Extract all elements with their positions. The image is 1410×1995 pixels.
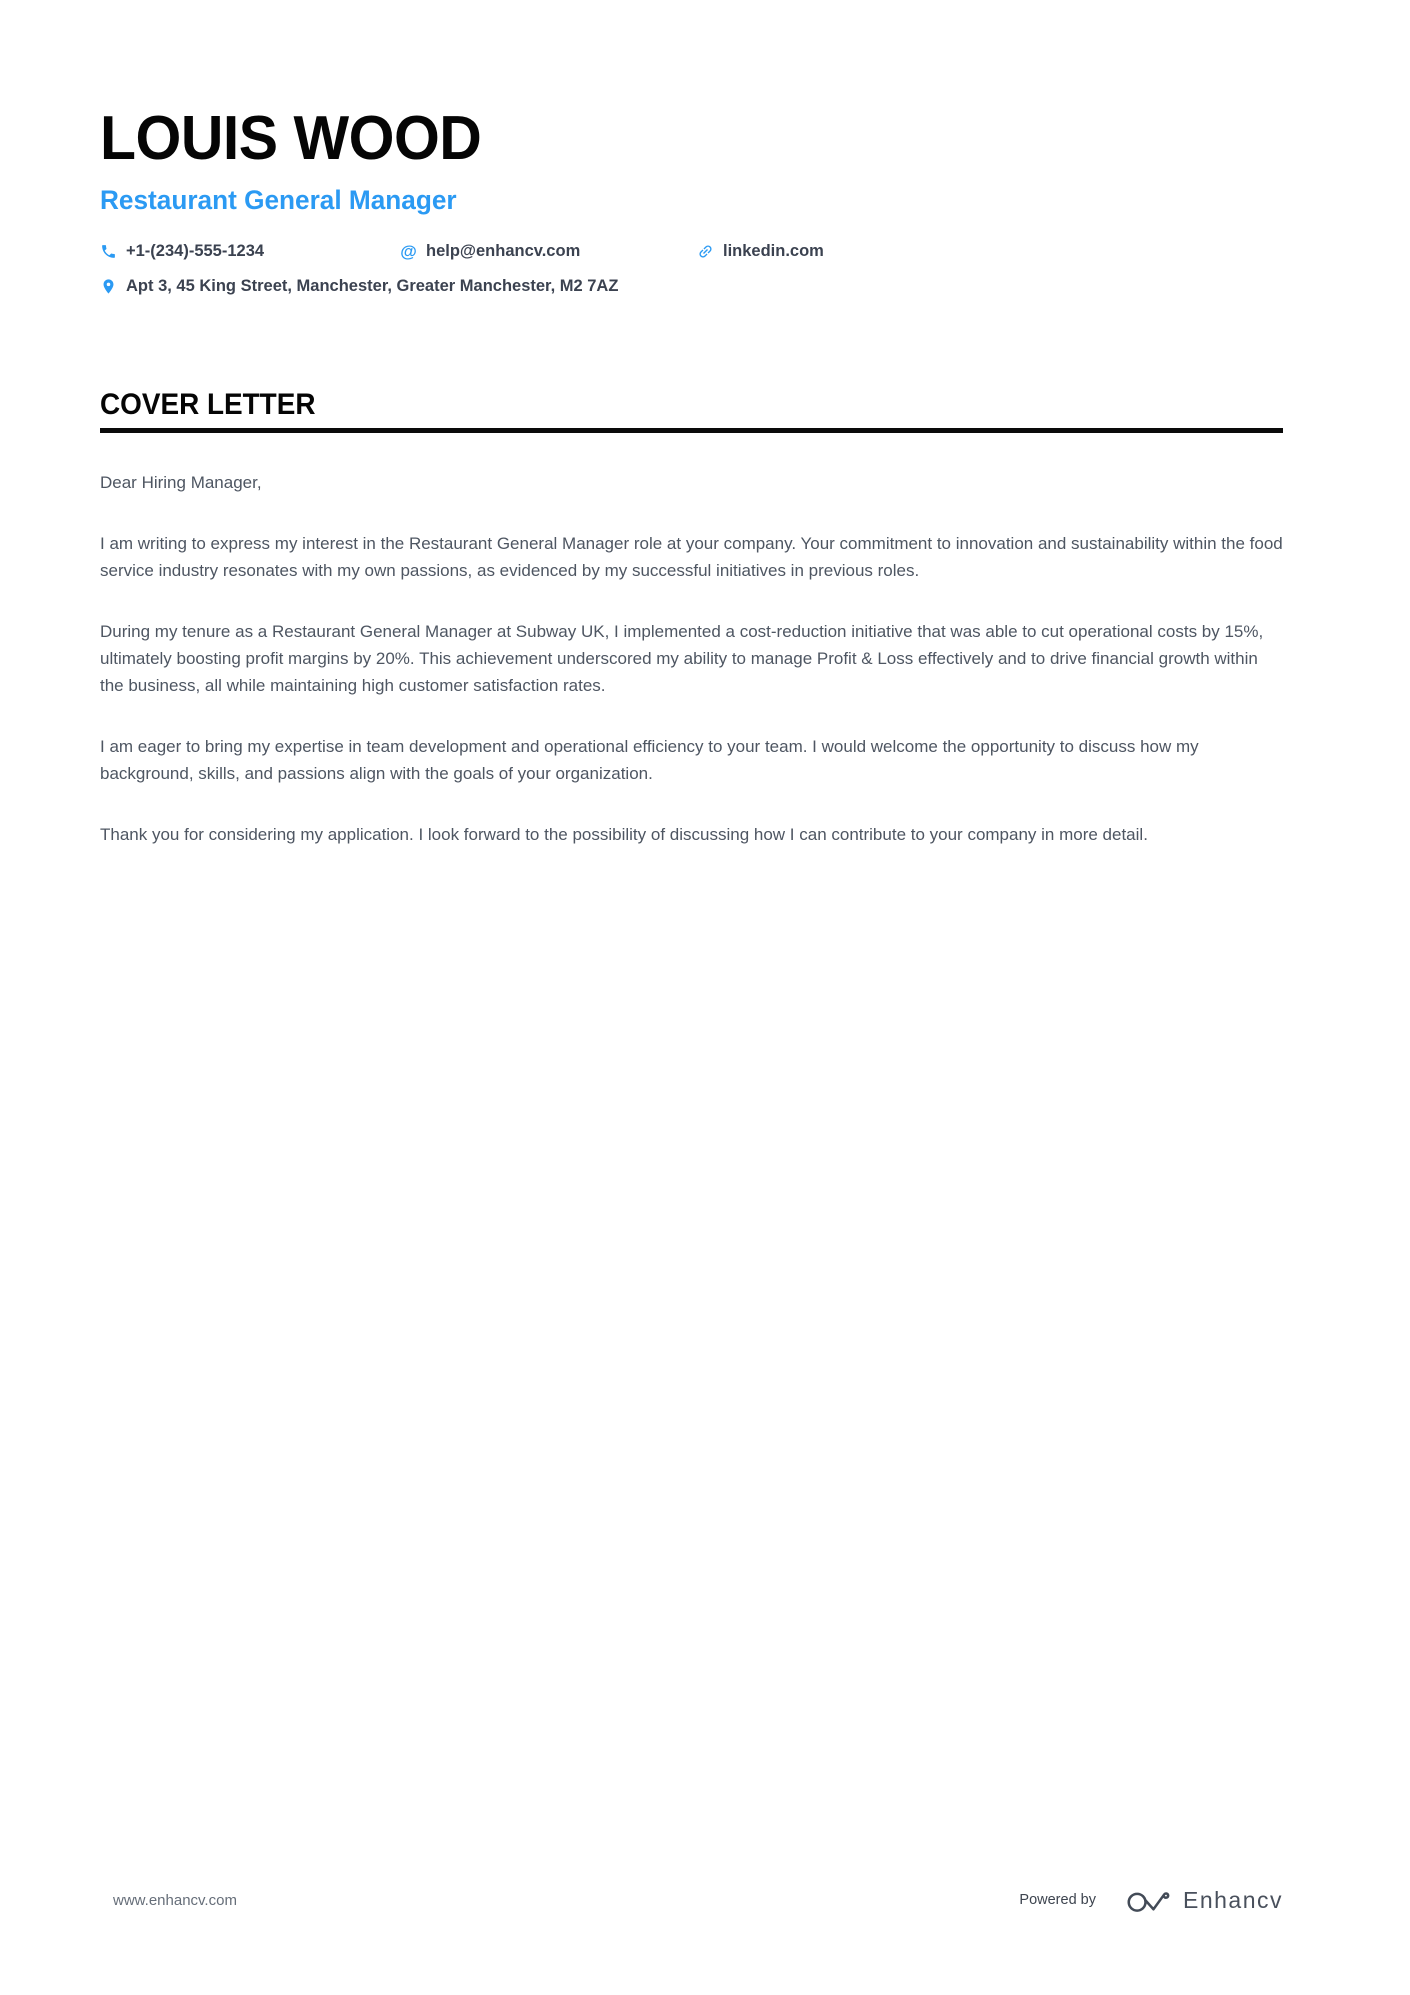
contact-item-address xyxy=(100,277,618,296)
powered-by xyxy=(1019,1884,1283,1916)
letter-paragraph: I am eager to bring my expertise in team development and operational efficiency to your team. I would welcome the opportunity to discuss how my background, skills, and passions align with the goals of your organization. xyxy=(100,737,1199,784)
job-title: Restaurant General Manager xyxy=(100,185,457,215)
at-icon: @ xyxy=(400,241,417,261)
contact-item-linkedin[interactable] xyxy=(697,242,824,261)
linkedin-url: linkedin.com xyxy=(723,241,824,260)
location-icon xyxy=(100,278,117,295)
link-icon xyxy=(697,243,714,260)
website-link[interactable]: www.enhancv.com xyxy=(113,1891,237,1909)
enhancv-wordmark[interactable]: Enhancv xyxy=(1182,1886,1283,1913)
contact-item-phone[interactable] xyxy=(100,242,400,261)
page-content xyxy=(100,0,1283,882)
letter-paragraph: I am writing to express my interest in the Restaurant General Manager role at your company. Your commitment to innovation and sustainability within the food service industry resonates with my own passions, as evidenced by my successful initiatives in previous roles. xyxy=(100,534,1283,581)
letter-paragraph: Thank you for considering my application. I look forward to the possibility of discussing how I can contribute to your company in more detail. xyxy=(100,825,1148,845)
phone-icon xyxy=(100,243,117,260)
letter-paragraph: During my tenure as a Restaurant General Manager at Subway UK, I implemented a cost-reduction initiative that was able to cut operational costs by 15%, ultimately boosting profit margins by 20%. This achievement underscored my ability to manage Profit & Loss effectively and to drive financial growth within the business, all while maintaining high customer satisfaction rates. xyxy=(100,622,1264,696)
section-heading-underline xyxy=(100,388,1283,434)
letter-body xyxy=(100,469,1283,848)
candidate-name: LOUIS WOOD xyxy=(100,104,482,173)
email-address: help@enhancv.com xyxy=(426,241,581,260)
header xyxy=(100,104,1283,296)
address-text: Apt 3, 45 King Street, Manchester, Greater Manchester, M2 7AZ xyxy=(126,276,619,295)
contact-row xyxy=(100,242,1283,261)
address-row xyxy=(100,277,1283,296)
enhancv-logo-icon[interactable] xyxy=(1126,1884,1172,1916)
phone-number: +1-(234)-555-1234 xyxy=(126,241,265,260)
powered-by-label: Powered by xyxy=(1019,1892,1096,1908)
footer xyxy=(113,1884,1283,1916)
contact-item-email[interactable] xyxy=(400,242,697,261)
letter-paragraph-salutation: Dear Hiring Manager, xyxy=(100,473,262,493)
section-heading: COVER LETTER xyxy=(100,387,316,421)
